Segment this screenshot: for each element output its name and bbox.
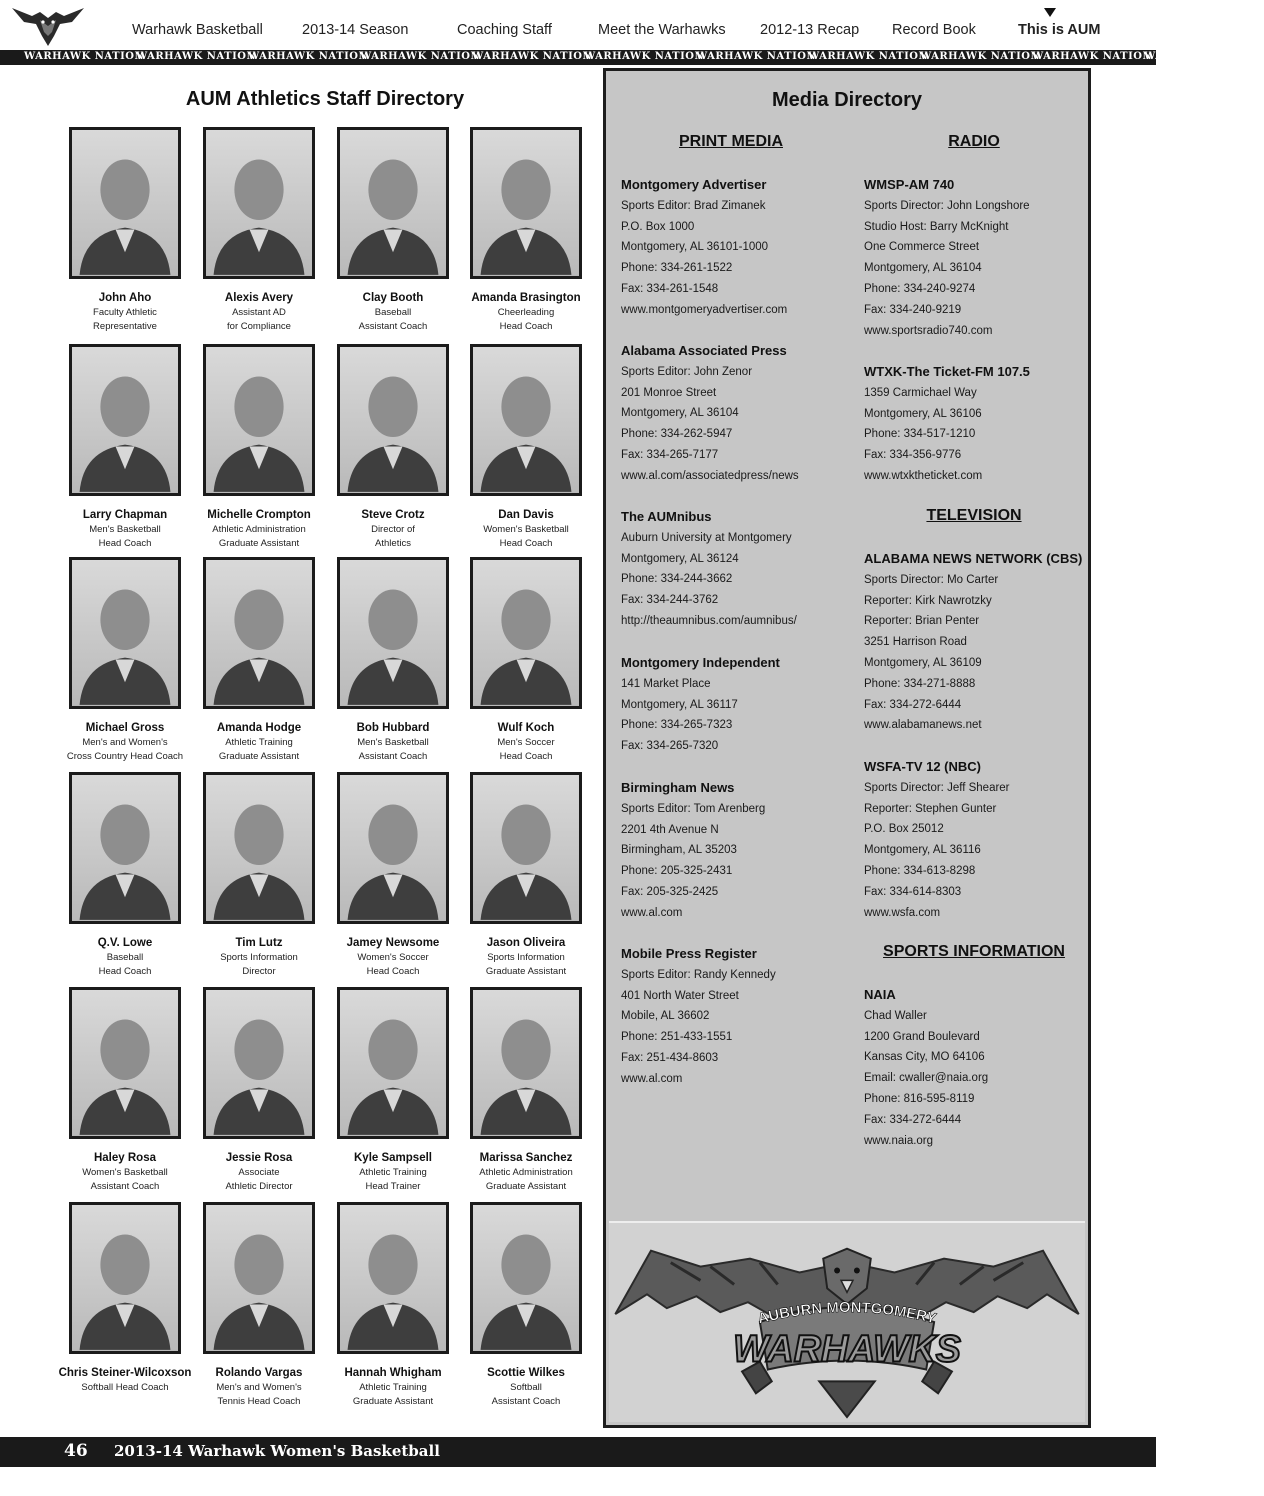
media-outlet-detail: Montgomery, AL 36117 (621, 698, 738, 711)
nav-item-this-is-aum[interactable]: This is AUM (1018, 22, 1101, 38)
staff-name: Wulf Koch (497, 722, 555, 734)
staff-role: Graduate Assistant (352, 1395, 434, 1407)
staff-card (192, 987, 326, 1193)
staff-photo (337, 772, 449, 924)
warhawks-eagle-logo-icon (609, 1221, 1085, 1422)
media-outlet-detail: www.naia.org (864, 1134, 934, 1147)
media-outlet-detail: 3251 Harrison Road (864, 636, 967, 649)
media-outlet-name: ALABAMA NEWS NETWORK (CBS) (864, 551, 1083, 566)
media-outlet-detail: Montgomery, AL 36101-1000 (621, 241, 769, 254)
banner-text: WARHAWK NATION (808, 51, 929, 62)
staff-card (459, 557, 593, 763)
media-outlet-detail: Auburn University at Montgomery (621, 531, 792, 544)
staff-role: Sports Information (220, 952, 298, 963)
media-outlet-detail: Phone: 334-265-7323 (621, 719, 733, 732)
media-outlet-detail: Fax: 334-272-6444 (864, 1113, 962, 1126)
media-outlet-detail: Email: cwaller@naia.org (864, 1072, 989, 1085)
banner-text: WARHAWK NATION (1032, 51, 1153, 62)
media-outlet-detail: Montgomery, AL 36116 (864, 844, 981, 857)
staff-name: Jamey Newsome (346, 937, 440, 949)
media-entry (864, 549, 1104, 736)
media-outlet-detail: www.al.com/associatedpress/news (621, 469, 799, 482)
media-outlet-detail: One Commerce Street (864, 241, 980, 254)
media-outlet-detail: www.alabamanews.net (864, 719, 982, 732)
person-silhouette-icon (340, 1205, 446, 1351)
staff-role: Assistant Coach (358, 320, 428, 332)
staff-card (192, 1202, 326, 1408)
staff-card (459, 344, 593, 550)
media-outlet-detail: 201 Monroe Street (621, 386, 717, 399)
staff-role: Representative (93, 320, 157, 332)
staff-card (58, 344, 192, 550)
staff-photo (203, 344, 315, 496)
staff-role: Women's Soccer (357, 952, 429, 963)
person-silhouette-icon (206, 560, 312, 706)
staff-name: Steve Crotz (361, 509, 425, 521)
staff-name: Larry Chapman (82, 509, 168, 521)
staff-name: Chris Steiner-Wilcoxson (58, 1367, 192, 1379)
media-outlet-detail: Fax: 334-614-8303 (864, 885, 962, 898)
media-outlet-detail: Phone: 205-325-2431 (621, 865, 733, 878)
media-entry (621, 341, 861, 487)
staff-role: Cross Country Head Coach (66, 750, 184, 762)
person-silhouette-icon (206, 130, 312, 276)
media-outlet-detail: Sports Director: John Longshore (864, 199, 1030, 212)
staff-photo (203, 557, 315, 709)
media-outlet-detail: Montgomery, AL 36124 (621, 552, 739, 565)
staff-photo (69, 344, 181, 496)
staff-name: Michael Gross (85, 722, 165, 734)
staff-role: Athletics (375, 537, 411, 549)
staff-name: Kyle Sampsell (354, 1152, 432, 1164)
staff-card (326, 557, 460, 763)
media-outlet-detail: Studio Host: Barry McKnight (864, 220, 1009, 233)
person-silhouette-icon (72, 560, 178, 706)
banner-text: WARHAWK NATION (136, 51, 257, 62)
staff-role: Men's Soccer (497, 737, 555, 748)
staff-name: Alexis Avery (224, 292, 294, 304)
staff-name: Amanda Brasington (471, 292, 581, 304)
nav-item-warhawk-basketball[interactable]: Warhawk Basketball (132, 22, 263, 38)
staff-role: Athletic Director (225, 1180, 293, 1192)
media-outlet-detail: Phone: 251-433-1551 (621, 1031, 733, 1044)
staff-role: Graduate Assistant (485, 965, 567, 977)
media-outlet-detail: 141 Market Place (621, 677, 711, 690)
person-silhouette-icon (340, 775, 446, 921)
media-outlet-detail: Fax: 334-244-3762 (621, 594, 719, 607)
person-silhouette-icon (340, 560, 446, 706)
media-outlet-detail: Fax: 334-265-7320 (621, 740, 719, 753)
media-outlet-detail: Reporter: Stephen Gunter (864, 802, 997, 815)
staff-photo (69, 1202, 181, 1354)
media-outlet-detail: Sports Editor: John Zenor (621, 365, 753, 378)
person-silhouette-icon (206, 347, 312, 493)
staff-name: Michelle Crompton (207, 509, 311, 521)
staff-role: Sports Information (487, 952, 565, 963)
media-outlet-detail: Phone: 334-240-9274 (864, 282, 976, 295)
media-outlet-detail: Phone: 334-613-8298 (864, 864, 976, 877)
staff-role: Director (242, 965, 276, 977)
media-directory-panel (603, 68, 1091, 1428)
radio-heading: RADIO (948, 133, 1000, 150)
staff-card (459, 987, 593, 1193)
nav-item-record-book[interactable]: Record Book (892, 22, 976, 38)
staff-card (326, 772, 460, 978)
media-entry (621, 507, 861, 632)
media-outlet-name: WMSP-AM 740 (864, 177, 955, 192)
nav-item-season[interactable]: 2013-14 Season (302, 22, 409, 38)
media-outlet-detail: www.sportsradio740.com (864, 324, 993, 337)
person-silhouette-icon (473, 560, 579, 706)
banner-text: WARHAWK NATION (696, 51, 817, 62)
media-outlet-detail: www.montgomeryadvertiser.com (621, 303, 788, 316)
staff-photo (69, 557, 181, 709)
staff-name: Amanda Hodge (216, 722, 302, 734)
staff-card (58, 772, 192, 978)
staff-role: Head Coach (499, 320, 553, 332)
media-outlet-detail: Reporter: Kirk Nawrotzky (864, 594, 992, 607)
staff-photo (69, 127, 181, 279)
staff-card (192, 772, 326, 978)
television-heading: TELEVISION (926, 507, 1022, 524)
staff-name: Haley Rosa (93, 1152, 156, 1164)
active-indicator-icon (1044, 8, 1056, 17)
logo-top-text: AUBURN MONTGOMERY (756, 1300, 938, 1328)
staff-photo (69, 772, 181, 924)
staff-role: Softball (510, 1382, 542, 1393)
staff-role: Faculty Athletic (93, 307, 157, 318)
staff-photo (337, 557, 449, 709)
person-silhouette-icon (72, 130, 178, 276)
staff-role: Baseball (106, 952, 144, 963)
media-outlet-detail: www.wtxktheticket.com (864, 469, 983, 482)
staff-role: Baseball (374, 307, 412, 318)
media-outlet-detail: Kansas City, MO 64106 (864, 1051, 985, 1064)
person-silhouette-icon (473, 130, 579, 276)
staff-photo (337, 127, 449, 279)
logo-main-text: WARHAWKS (733, 1327, 961, 1370)
staff-role: Softball Head Coach (81, 1382, 169, 1393)
staff-role: Assistant AD (232, 307, 286, 318)
staff-role: for Compliance (227, 320, 291, 332)
staff-photo (470, 127, 582, 279)
staff-card (459, 772, 593, 978)
media-outlet-name: Birmingham News (621, 780, 735, 795)
person-silhouette-icon (473, 775, 579, 921)
staff-photo (470, 344, 582, 496)
media-outlet-detail: Phone: 334-517-1210 (864, 428, 976, 441)
media-outlet-name: The AUMnibus (621, 509, 712, 524)
media-outlet-detail: Fax: 251-434-8603 (621, 1051, 719, 1064)
page-number: 46 (64, 1441, 88, 1461)
staff-role: Graduate Assistant (218, 537, 300, 549)
media-outlet-detail: Sports Editor: Randy Kennedy (621, 968, 776, 981)
media-outlet-detail: Fax: 205-325-2425 (621, 885, 719, 898)
staff-photo (337, 344, 449, 496)
media-outlet-detail: Phone: 334-271-8888 (864, 677, 976, 690)
banner-text: WARHAWK NATION (24, 51, 145, 62)
staff-role: Women's Basketball (483, 524, 569, 535)
person-silhouette-icon (206, 990, 312, 1136)
staff-card (326, 127, 460, 333)
staff-role: Assistant Coach (90, 1180, 160, 1192)
media-outlet-detail: 1200 Grand Boulevard (864, 1030, 980, 1043)
staff-role: Graduate Assistant (218, 750, 300, 762)
staff-card (192, 127, 326, 333)
staff-role: Men's Basketball (357, 737, 429, 748)
media-outlet-detail: 1359 Carmichael Way (864, 386, 977, 399)
media-outlet-detail: Chad Waller (864, 1009, 927, 1022)
media-entry (621, 653, 861, 757)
staff-role: Men's and Women's (216, 1382, 302, 1393)
staff-name: Rolando Vargas (215, 1367, 303, 1379)
person-silhouette-icon (473, 347, 579, 493)
media-outlet-detail: Phone: 334-261-1522 (621, 262, 733, 275)
media-outlet-detail: 401 North Water Street (621, 989, 739, 1002)
person-silhouette-icon (340, 347, 446, 493)
media-outlet-name: WSFA-TV 12 (NBC) (864, 759, 981, 774)
banner-text: WARHAWK NATION (248, 51, 369, 62)
staff-role: Men's and Women's (82, 737, 168, 748)
media-outlet-name: NAIA (864, 987, 896, 1002)
media-outlet-detail: www.al.com (621, 906, 683, 919)
media-entry (864, 985, 1104, 1151)
staff-role: Men's Basketball (89, 524, 161, 535)
media-outlet-detail: Montgomery, AL 36104 (621, 407, 739, 420)
staff-directory-title: AUM Athletics Staff Directory (185, 88, 465, 110)
person-silhouette-icon (206, 775, 312, 921)
top-navigation (0, 0, 1156, 50)
media-outlet-detail: Mobile, AL 36602 (621, 1010, 710, 1023)
media-entry (864, 175, 1104, 341)
staff-name: Clay Booth (362, 292, 424, 304)
media-outlet-detail: Fax: 334-356-9776 (864, 449, 962, 462)
staff-role: Women's Basketball (82, 1167, 168, 1178)
staff-photo (470, 772, 582, 924)
nav-item-coaching-staff[interactable]: Coaching Staff (457, 22, 552, 38)
staff-role: Cheerleading (497, 307, 555, 318)
staff-name: John Aho (98, 292, 152, 304)
footer-title: 2013-14 Warhawk Women's Basketball (114, 1442, 440, 1460)
staff-role: Head Coach (499, 537, 553, 549)
staff-photo (203, 127, 315, 279)
person-silhouette-icon (72, 990, 178, 1136)
media-outlet-detail: www.al.com (621, 1072, 683, 1085)
media-outlet-detail: http://theaumnibus.com/aumnibus/ (621, 614, 797, 627)
staff-name: Hannah Whigham (344, 1367, 442, 1379)
staff-name: Q.V. Lowe (97, 937, 153, 949)
staff-role: Head Coach (98, 537, 152, 549)
person-silhouette-icon (72, 347, 178, 493)
staff-name: Jessie Rosa (225, 1152, 293, 1164)
staff-photo (69, 987, 181, 1139)
staff-role: Head Coach (366, 965, 420, 977)
media-outlet-detail: Phone: 334-244-3662 (621, 573, 733, 586)
media-entry (621, 944, 861, 1090)
staff-card (58, 127, 192, 333)
media-outlet-name: Alabama Associated Press (621, 343, 787, 358)
banner-text: WARHAWK NATION (920, 51, 1041, 62)
staff-name: Scottie Wilkes (487, 1367, 565, 1379)
media-outlet-detail: Phone: 334-262-5947 (621, 428, 733, 441)
staff-card (459, 127, 593, 333)
media-outlet-detail: Birmingham, AL 35203 (621, 844, 737, 857)
staff-role: Head Trainer (365, 1180, 421, 1192)
staff-card (326, 987, 460, 1193)
warhawk-logo-icon[interactable] (10, 2, 86, 50)
nav-menu (118, 22, 1148, 42)
staff-photo (203, 1202, 315, 1354)
staff-role: Tennis Head Coach (217, 1395, 301, 1407)
nav-item-recap[interactable]: 2012-13 Recap (760, 22, 860, 38)
staff-role: Athletic Training (225, 737, 293, 748)
staff-role: Assistant Coach (358, 750, 428, 762)
staff-role: Head Coach (499, 750, 553, 762)
media-entry (621, 175, 861, 321)
staff-name: Bob Hubbard (356, 722, 430, 734)
staff-card (58, 1202, 192, 1395)
media-outlet-detail: www.wsfa.com (864, 906, 941, 919)
person-silhouette-icon (473, 1205, 579, 1351)
media-entry (864, 757, 1104, 923)
media-outlet-detail: Sports Editor: Tom Arenberg (621, 802, 766, 815)
media-outlet-detail: Fax: 334-272-6444 (864, 698, 962, 711)
staff-role: Athletic Training (359, 1382, 427, 1393)
print-media-heading: PRINT MEDIA (679, 133, 783, 150)
banner-text: WARHAWK NATION (472, 51, 593, 62)
media-outlet-detail: Phone: 816-595-8119 (864, 1092, 975, 1105)
person-silhouette-icon (206, 1205, 312, 1351)
staff-role: Athletic Administration (212, 524, 306, 535)
staff-photo (337, 1202, 449, 1354)
media-outlet-name: Montgomery Independent (621, 655, 780, 670)
media-entry (621, 778, 861, 924)
staff-card (326, 1202, 460, 1408)
staff-photo (203, 772, 315, 924)
media-outlet-detail: Montgomery, AL 36109 (864, 656, 982, 669)
staff-role: Athletic Administration (479, 1167, 573, 1178)
media-outlet-detail: Sports Director: Mo Carter (864, 573, 999, 586)
staff-name: Jason Oliveira (486, 937, 566, 949)
staff-photo (203, 987, 315, 1139)
person-silhouette-icon (72, 1205, 178, 1351)
person-silhouette-icon (340, 130, 446, 276)
media-entry (864, 362, 1104, 487)
person-silhouette-icon (473, 990, 579, 1136)
media-directory-title: Media Directory (771, 89, 923, 111)
staff-card (459, 1202, 593, 1408)
staff-photo (470, 557, 582, 709)
staff-photo (337, 987, 449, 1139)
media-outlet-detail: Fax: 334-261-1548 (621, 282, 719, 295)
staff-card (326, 344, 460, 550)
staff-card (58, 987, 192, 1193)
staff-name: Tim Lutz (235, 937, 283, 949)
staff-card (192, 344, 326, 550)
staff-role: Director of (371, 524, 415, 535)
media-outlet-name: Montgomery Advertiser (621, 177, 767, 192)
media-outlet-name: Mobile Press Register (621, 946, 757, 961)
staff-role: Graduate Assistant (485, 1180, 567, 1192)
staff-role: Associate (238, 1167, 280, 1178)
staff-role: Assistant Coach (491, 1395, 561, 1407)
sports-information-heading: SPORTS INFORMATION (883, 943, 1065, 960)
person-silhouette-icon (340, 990, 446, 1136)
nav-item-meet-the-warhawks[interactable]: Meet the Warhawks (598, 22, 726, 38)
media-outlet-detail: Montgomery, AL 36104 (864, 262, 982, 275)
banner-text: WARHAWK NATION (360, 51, 481, 62)
staff-role: Athletic Training (359, 1167, 427, 1178)
staff-photo (470, 987, 582, 1139)
page-footer (0, 1437, 1156, 1467)
media-outlet-detail: P.O. Box 25012 (864, 823, 944, 836)
media-outlet-name: WTXK-The Ticket-FM 107.5 (864, 364, 1030, 379)
media-outlet-detail: Reporter: Brian Penter (864, 615, 980, 628)
media-outlet-detail: Sports Editor: Brad Zimanek (621, 199, 766, 212)
media-outlet-detail: 2201 4th Avenue N (621, 823, 719, 836)
media-outlet-detail: Sports Director: Jeff Shearer (864, 781, 1010, 794)
warhawk-nation-banner (0, 50, 1264, 65)
staff-name: Dan Davis (498, 509, 554, 521)
media-outlet-detail: Fax: 334-240-9219 (864, 303, 962, 316)
media-outlet-detail: Fax: 334-265-7177 (621, 448, 719, 461)
staff-name: Marissa Sanchez (479, 1152, 573, 1164)
banner-text: WARHAWK NATION (584, 51, 705, 62)
staff-card (58, 557, 192, 763)
banner-text: WARHAWK NATION (1144, 51, 1264, 62)
person-silhouette-icon (72, 775, 178, 921)
media-outlet-detail: Montgomery, AL 36106 (864, 407, 982, 420)
media-outlet-detail: P.O. Box 1000 (621, 220, 695, 233)
staff-role: Head Coach (98, 965, 152, 977)
staff-photo (470, 1202, 582, 1354)
staff-card (192, 557, 326, 763)
